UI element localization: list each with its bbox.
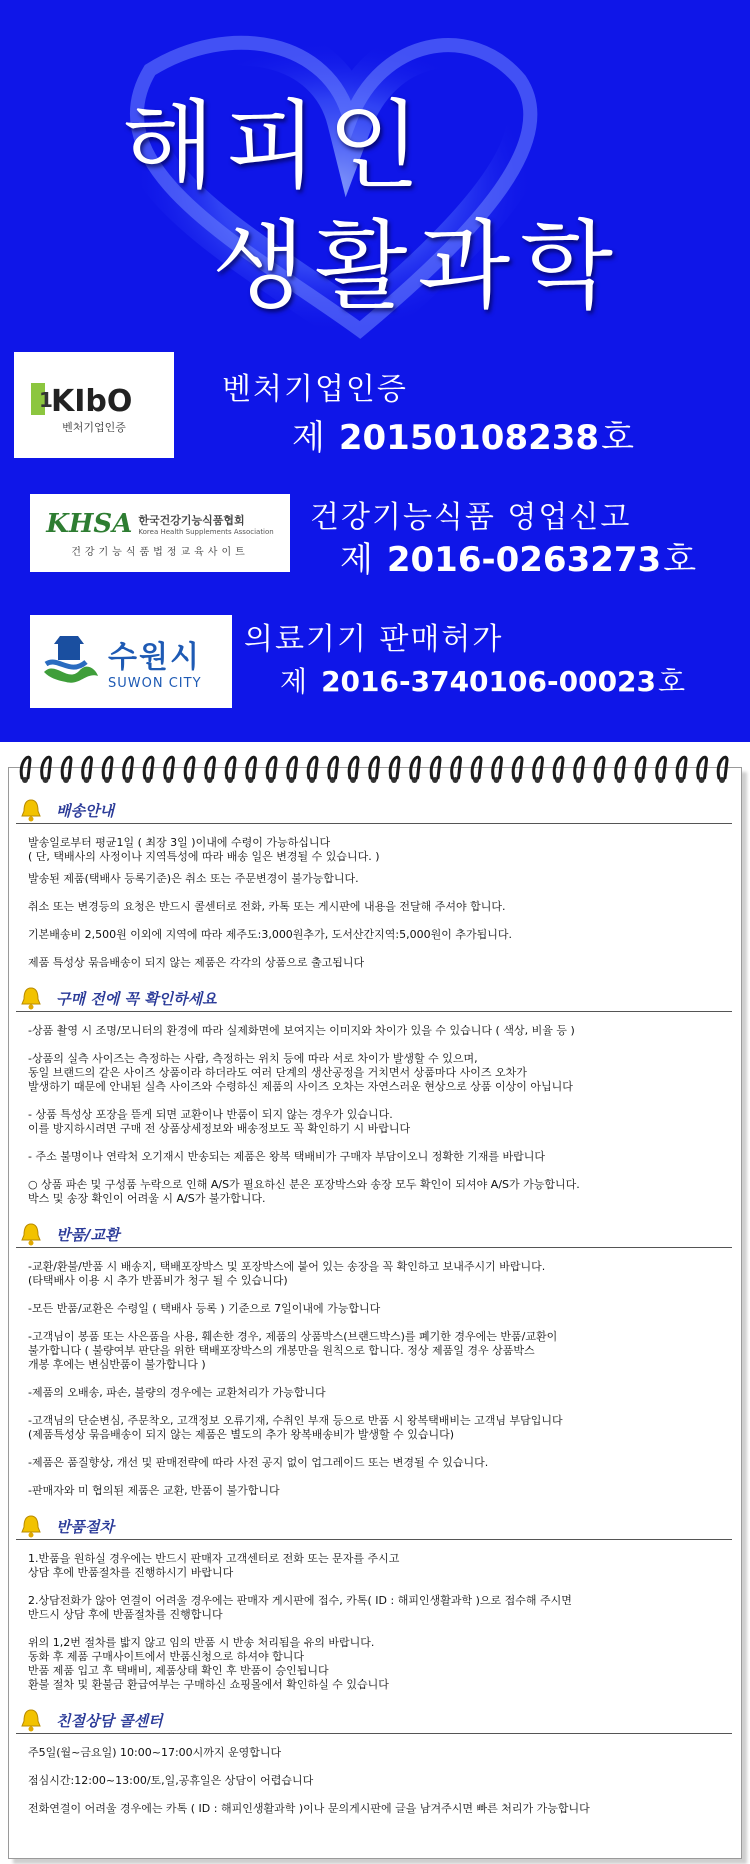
binding-ring bbox=[206, 757, 215, 778]
cert-title-health-food: 건강기능식품 영업신고 bbox=[310, 500, 632, 535]
spiral-binding-icon bbox=[8, 748, 742, 790]
paragraph: 제품 특성상 묶음배송이 되지 않는 제품은 각각의 상품으로 출고됩니다 bbox=[28, 956, 365, 969]
cert-title-venture: 벤처기업인증 bbox=[222, 372, 408, 407]
brand-banner bbox=[0, 0, 750, 742]
cert-number-venture: 제 20150108238호 bbox=[292, 418, 634, 458]
svg-text:1: 1 bbox=[39, 388, 53, 412]
binding-ring bbox=[411, 757, 420, 778]
binding-ring bbox=[329, 757, 338, 778]
paragraph: - 상품 특성상 포장을 뜯게 되면 교환이나 반품이 되지 않는 경우가 있습니다. 이를 방지하시려면 구매 전 상품상세정보와 배송정보도 꼭 확인하기 시 바랍니다 bbox=[28, 1108, 411, 1135]
section-title: 반품/교환 bbox=[56, 1226, 120, 1244]
binding-ring bbox=[657, 757, 666, 778]
cert-number-health-food: 제 2016-0263273호 bbox=[340, 540, 697, 580]
binding-ring bbox=[431, 757, 440, 778]
binding-ring bbox=[452, 757, 461, 778]
suwon-logo-name-kr: 수원시 bbox=[108, 640, 201, 675]
paragraph: 전화연결이 어려울 경우에는 카톡 ( ID : 해피인생활과학 )이나 문의게시판에 글을 남겨주시면 빠른 처리가 가능합니다 bbox=[28, 1802, 590, 1815]
binding-ring bbox=[513, 757, 522, 778]
paragraph: -고객님의 단순변심, 주문착오, 고객정보 오류기재, 수취인 부재 등으로 반품 시 왕복택배비는 고객님 부담입니다 (제품특성상 묶음배송이 되지 않는 제품은 별도의 추가 왕복배송비가 발생할 수 있습니다) bbox=[28, 1414, 563, 1441]
binding-ring bbox=[636, 757, 645, 778]
cert-title-medical-device: 의료기기 판매허가 bbox=[244, 622, 504, 657]
paragraph: 1.반품을 원하실 경우에는 반드시 판매자 고객센터로 전화 또는 문자를 주시고 상담 후에 반품절차를 진행하시기 바랍니다 bbox=[28, 1552, 400, 1579]
binding-ring bbox=[575, 757, 584, 778]
section-title: 배송안내 bbox=[56, 802, 114, 820]
paragraph: -교환/환불/반품 시 배송지, 택배포장박스 및 포장박스에 붙어 있는 송장을 꼭 확인하고 보내주시기 바랍니다. (타택배사 이용 시 추가 반품비가 청구 될 수 있습니다) bbox=[28, 1260, 546, 1287]
khsa-logo-name-en: Korea Health Supplements Association bbox=[138, 527, 274, 536]
khsa-logo bbox=[30, 494, 290, 572]
binding-ring bbox=[677, 757, 686, 778]
binding-ring bbox=[595, 757, 604, 778]
binding-ring bbox=[185, 757, 194, 778]
bell-icon bbox=[20, 1708, 42, 1732]
binding-ring bbox=[247, 757, 256, 778]
paragraph: -고객님이 봉품 또는 사은품을 사용, 훼손한 경우, 제품의 상품박스(브랜드박스)를 폐기한 경우에는 반품/교환이 불가합니다 ( 불량여부 판단을 위한 택배포장박스의 개봉만을 원칙으로 합니다. 정상 제품일 경우 상품박스 개봉 후에는 변심반품이 불가합니다 ) bbox=[28, 1330, 558, 1371]
paragraph: - 주소 불명이나 연락처 오기재시 반송되는 제품은 왕복 택배비가 구매자 부담이오니 정확한 기재를 바랍니다 bbox=[28, 1150, 545, 1163]
bell-icon bbox=[20, 798, 42, 822]
binding-ring bbox=[226, 757, 235, 778]
paragraph: 발송된 제품(택배사 등록기준)은 취소 또는 주문변경이 불가능합니다. bbox=[28, 872, 359, 885]
section-before-purchase bbox=[16, 984, 732, 1206]
khsa-logo-mark: KHSA bbox=[46, 508, 133, 539]
binding-ring bbox=[390, 757, 399, 778]
paragraph: -상품의 실측 사이즈는 측정하는 사람, 측정하는 위치 등에 따라 서로 차이가 발생할 수 있으며, 동일 브랜드의 같은 사이즈 상품이라 하더라도 여러 단계의 생산공정을 거치면서 상품마다 사이즈 오차가 발생하기 때문에 안내된 실측 사이즈와 수령하신 제품의 사이즈 오차는 자연스러운 현상으로 상품 이상이 아닙니다 bbox=[28, 1052, 573, 1093]
section-header bbox=[16, 1706, 732, 1734]
binding-ring bbox=[616, 757, 625, 778]
binding-ring bbox=[534, 757, 543, 778]
binding-ring bbox=[288, 757, 297, 778]
paragraph: 점심시간:12:00~13:00/토,일,공휴일은 상담이 어렵습니다 bbox=[28, 1774, 314, 1787]
paragraph: 발송일로부터 평균1일 ( 최장 3일 )이내에 수령이 가능하십니다 ( 단, 택배사의 사정이나 지역특성에 따라 배송 일은 변경될 수 있습니다. ) bbox=[28, 836, 380, 863]
section-return-procedure bbox=[16, 1512, 732, 1692]
notice-content bbox=[16, 790, 732, 1830]
paragraph: -제품의 오배송, 파손, 불량의 경우에는 교환처리가 가능합니다 bbox=[28, 1386, 326, 1399]
paragraph: 2.상담전화가 않아 연결이 어려울 경우에는 판매자 게시판에 접수, 카톡( ID : 해피인생활과학 )으로 접수해 주시면 반드시 상담 후에 반품절차를 진행합니다 bbox=[28, 1594, 572, 1621]
binding-ring bbox=[83, 757, 92, 778]
section-header bbox=[16, 1220, 732, 1248]
section-header bbox=[16, 796, 732, 824]
binding-ring bbox=[349, 757, 358, 778]
paragraph: -상품 촬영 시 조명/모니터의 환경에 따라 실제화면에 보여지는 이미지와 차이가 있을 수 있습니다 ( 색상, 비율 등 ) bbox=[28, 1024, 575, 1037]
section-title: 친절상담 콜센터 bbox=[56, 1712, 163, 1730]
svg-text:KIbO: KIbO bbox=[51, 384, 133, 419]
paragraph: -제품은 품질향상, 개선 및 판매전략에 따라 사전 공지 없이 업그레이드 또는 변경될 수 있습니다. bbox=[28, 1456, 489, 1469]
cert-number-medical-device: 제 2016-3740106-00023호 bbox=[280, 665, 686, 698]
paragraph: 위의 1,2번 절차를 밟지 않고 임의 반품 시 반송 처리됨을 유의 바랍니다. 동화 후 제품 구매사이트에서 반품신청으로 하셔야 합니다 반품 제품 입고 후 택배비, 제품상태 확인 후 반품이 승인됩니다 환불 절차 및 환불금 환급여부는 구매하신 쇼핑몰에서 확인하실 수 있습니다 bbox=[28, 1636, 389, 1691]
binding-ring bbox=[42, 757, 51, 778]
paragraph: 기본배송비 2,500원 이외에 지역에 따라 제주도:3,000원추가, 도서산간지역:5,000원이 추가됩니다. bbox=[28, 928, 513, 941]
binding-ring bbox=[267, 757, 276, 778]
section-title: 구매 전에 꼭 확인하세요 bbox=[56, 990, 217, 1008]
suwon-city-logo bbox=[30, 615, 232, 708]
binding-ring bbox=[698, 757, 707, 778]
khsa-logo-name-kr: 한국건강기능식품협회 bbox=[138, 513, 245, 527]
binding-ring bbox=[308, 757, 317, 778]
suwon-city-emblem-icon bbox=[40, 632, 100, 692]
bell-icon bbox=[20, 1514, 42, 1538]
binding-ring bbox=[493, 757, 502, 778]
kibo-logo bbox=[14, 352, 174, 458]
binding-ring bbox=[21, 757, 30, 778]
section-return-exchange bbox=[16, 1220, 732, 1498]
binding-ring bbox=[62, 757, 71, 778]
khsa-logo-caption: 건강기능식품법정교육사이트 bbox=[71, 546, 249, 558]
kibo-logo-icon bbox=[29, 375, 159, 421]
kibo-logo-caption: 벤처기업인증 bbox=[62, 421, 126, 434]
binding-ring bbox=[370, 757, 379, 778]
paragraph: 주5일(월~금요일) 10:00~17:00시까지 운영합니다 bbox=[28, 1746, 282, 1759]
binding-ring bbox=[554, 757, 563, 778]
brand-name-line2: 생활과학 bbox=[212, 210, 623, 322]
paragraph: -모든 반품/교환은 수령일 ( 택배사 등록 ) 기준으로 7일이내에 가능합니다 bbox=[28, 1302, 381, 1315]
binding-ring bbox=[718, 757, 727, 778]
brand-name-line1: 해피인 bbox=[122, 90, 431, 202]
binding-ring bbox=[103, 757, 112, 778]
section-header bbox=[16, 984, 732, 1012]
section-call-center bbox=[16, 1706, 732, 1816]
section-title: 반품절차 bbox=[56, 1518, 114, 1536]
binding-ring bbox=[472, 757, 481, 778]
section-header bbox=[16, 1512, 732, 1540]
paragraph: -판매자와 미 협의된 제품은 교환, 반품이 불가합니다 bbox=[28, 1484, 280, 1497]
section-shipping bbox=[16, 796, 732, 970]
binding-ring bbox=[144, 757, 153, 778]
suwon-logo-name-en: SUWON CITY bbox=[108, 676, 202, 691]
binding-ring bbox=[124, 757, 133, 778]
bell-icon bbox=[20, 1222, 42, 1246]
paragraph: ○ 상품 파손 및 구성품 누락으로 인해 A/S가 필요하신 분은 포장박스와 송장 모두 확인이 되셔야 A/S가 가능합니다. 박스 및 송장 확인이 어려울 시 A/S가 불가합니다. bbox=[28, 1178, 580, 1205]
paragraph: 취소 또는 변경등의 요청은 반드시 콜센터로 전화, 카톡 또는 게시판에 내용을 전달해 주셔야 합니다. bbox=[28, 900, 506, 913]
binding-ring bbox=[165, 757, 174, 778]
bell-icon bbox=[20, 986, 42, 1010]
